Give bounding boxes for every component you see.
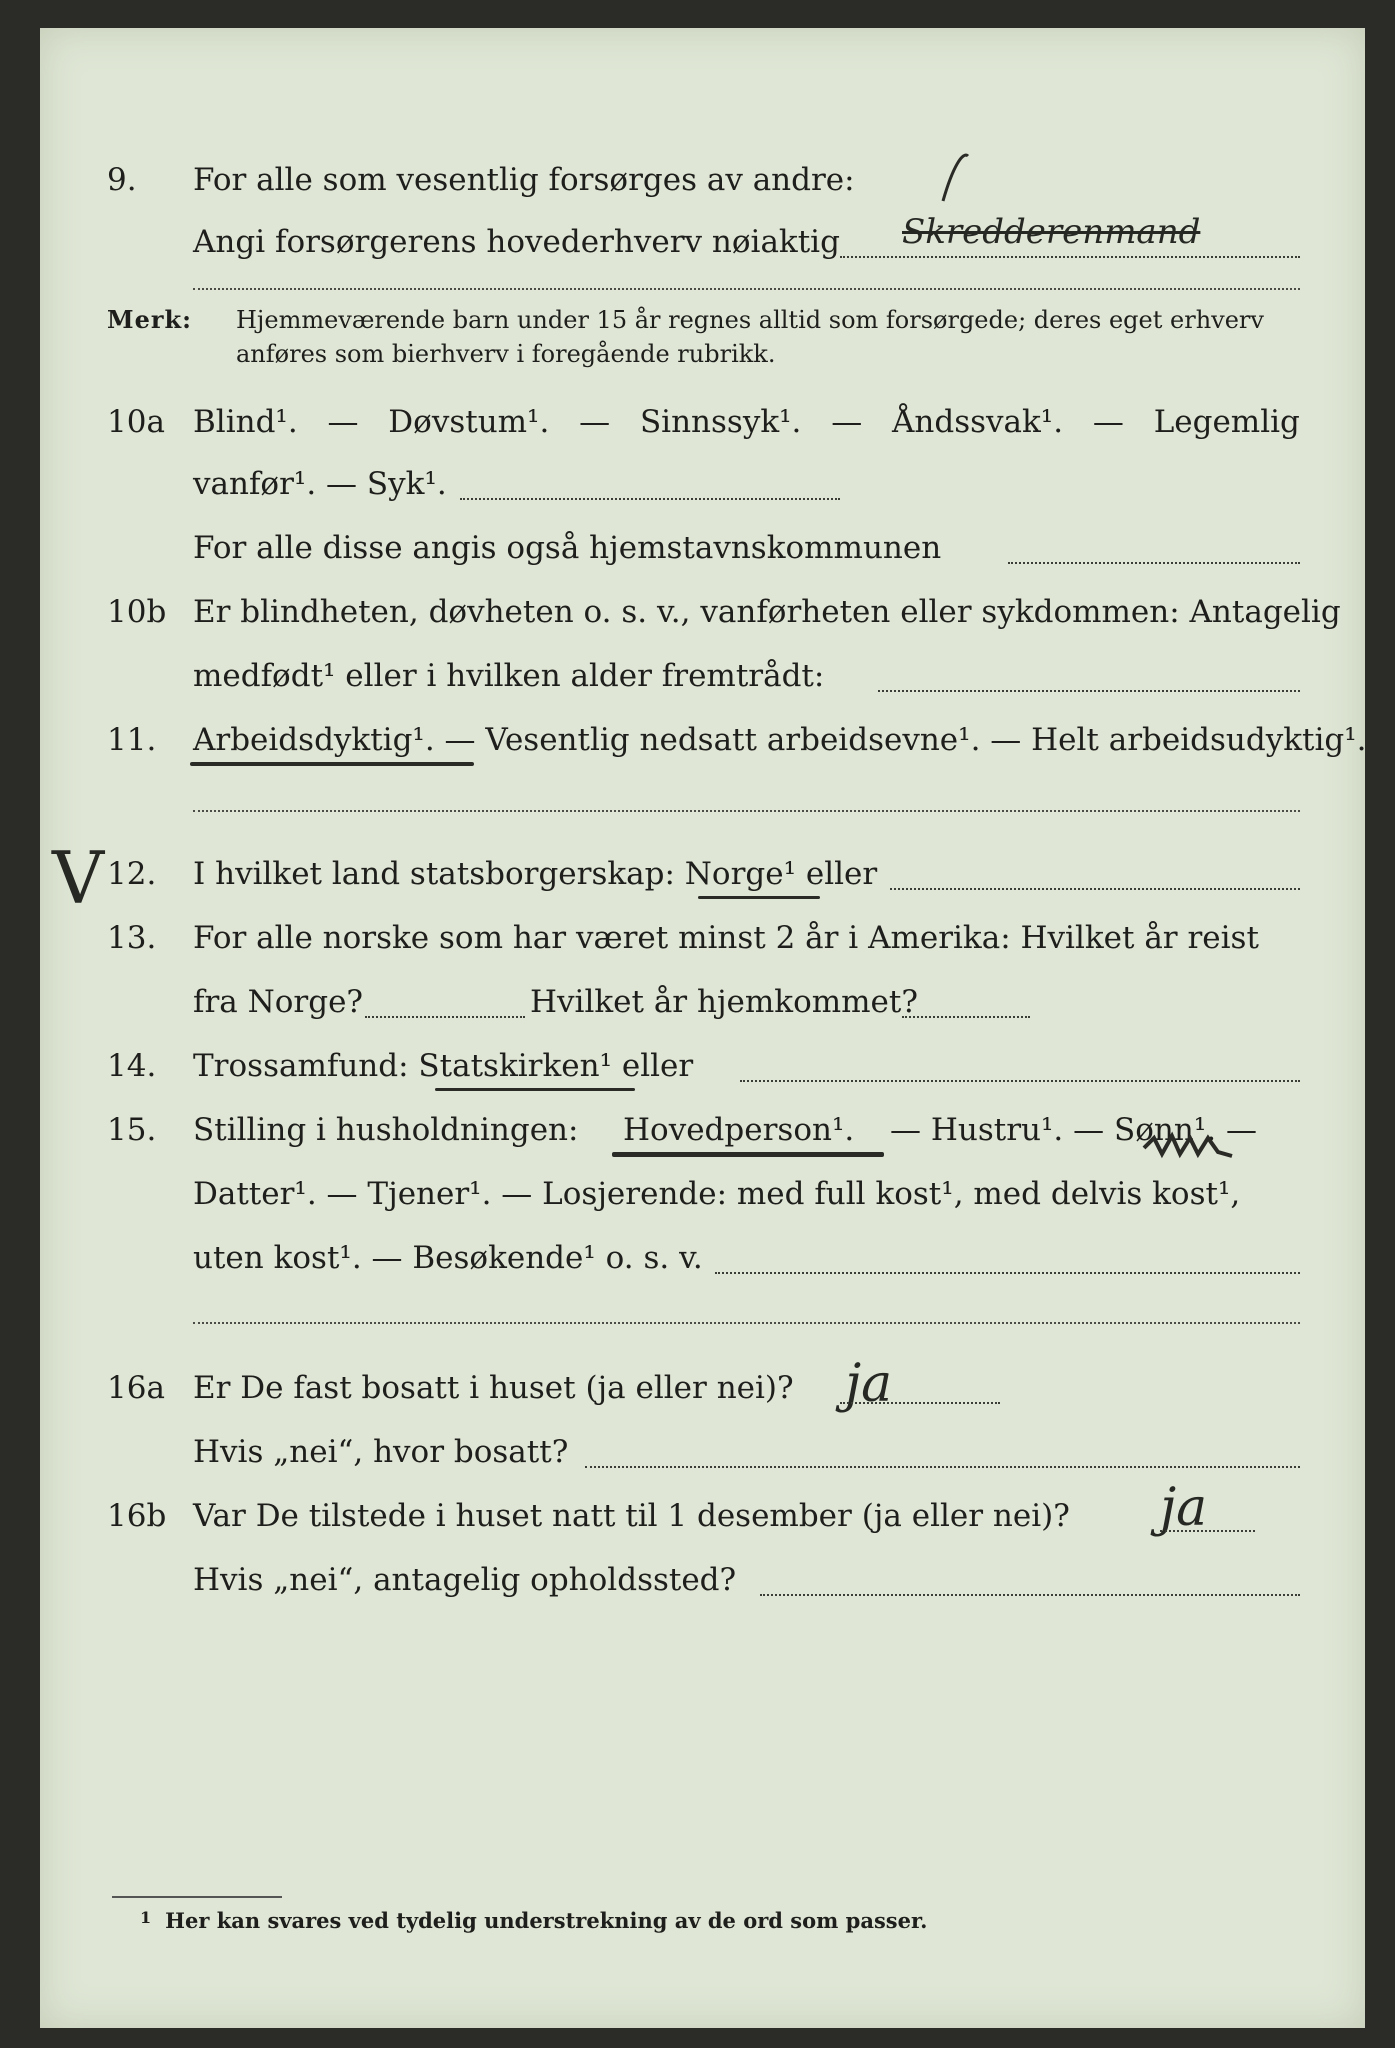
answer-line[interactable] <box>840 1402 1000 1404</box>
handwritten-answer: ja <box>1160 1478 1208 1538</box>
question-10a-line-3 <box>40 524 1365 574</box>
handwritten-scribble <box>1140 1128 1240 1168</box>
answer-line[interactable] <box>740 1080 1300 1082</box>
question-text: For alle norske som har været minst 2 år i Amerika: Hvilket år reist <box>193 920 1259 956</box>
question-text: Angi forsørgerens hovederhverv nøiaktig <box>193 224 840 260</box>
answer-line[interactable] <box>1160 1530 1255 1532</box>
question-text <box>193 1048 693 1084</box>
question-options: — Hustru¹. — Sønn¹. — <box>890 1112 1257 1148</box>
question-9-line-2 <box>40 212 1365 268</box>
census-form-page <box>40 28 1365 2028</box>
answer-line[interactable] <box>460 498 840 500</box>
answer-line[interactable] <box>715 1272 1300 1274</box>
question-text: vanfør¹. — Syk¹. <box>193 466 447 502</box>
question-label: I hvilket land statsborgerskap: <box>193 856 675 892</box>
question-text: Var De tilstede i huset natt til 1 desember (ja eller nei)? <box>193 1498 1070 1534</box>
question-number: 10a <box>107 404 165 440</box>
option-blind[interactable]: Blind¹. <box>193 404 298 440</box>
option-hovedperson-selected[interactable]: Hovedperson¹. <box>623 1112 855 1148</box>
question-number: 9. <box>107 162 137 198</box>
question-number: 10b <box>107 594 167 630</box>
footnote <box>140 1908 927 1933</box>
question-text: Hvis „nei“, hvor bosatt? <box>193 1434 569 1470</box>
note-text: Hjemmeværende barn under 15 år regnes alltid som forsørgede; deres eget erhverv anføres som bierhverv i foregående rubrikk. <box>236 306 1264 368</box>
handwritten-answer-struck: Skredderenmand <box>902 212 1201 252</box>
question-text: fra Norge? <box>193 984 364 1020</box>
question-13 <box>40 914 1365 964</box>
option-sinnssyk[interactable]: Sinnssyk¹. <box>639 404 802 440</box>
question-text: Er blindheten, døvheten o. s. v., vanførheten eller sykdommen: Antagelig <box>193 594 1341 630</box>
question-number: 16a <box>107 1370 165 1406</box>
option-others[interactable]: — Vesentlig nedsatt arbeidsevne¹. — Helt arbeidsudyktig¹. <box>434 722 1367 758</box>
question-10a-line-2 <box>40 460 1365 510</box>
question-number: 11. <box>107 722 157 758</box>
dash: — <box>1092 404 1124 440</box>
footnote-mark: 1 <box>140 1908 152 1927</box>
answer-line[interactable] <box>193 1322 1300 1324</box>
question-text: Hvilket år hjemkommet? <box>530 984 918 1020</box>
handwritten-underline <box>190 762 474 766</box>
question-label-suffix: eller <box>796 856 878 892</box>
question-text: medfødt¹ eller i hvilken alder fremtrådt: <box>193 658 825 694</box>
option-statskirken-selected[interactable]: Statskirken¹ <box>418 1048 612 1084</box>
handwritten-answer: ja <box>845 1354 893 1414</box>
answer-line[interactable] <box>840 256 1300 258</box>
answer-line[interactable] <box>878 690 1300 692</box>
question-10b-line-2 <box>40 652 1365 702</box>
question-9 <box>40 156 1365 206</box>
question-10a <box>40 398 1365 448</box>
question-number: 16b <box>107 1498 167 1534</box>
question-13-line-2 <box>40 978 1365 1028</box>
question-16a <box>40 1354 1365 1414</box>
question-text: For alle som vesentlig forsørges av andre: <box>193 162 855 198</box>
note-block <box>40 303 1365 383</box>
question-12 <box>40 836 1365 920</box>
question-16b <box>40 1478 1365 1542</box>
question-options <box>193 404 1300 440</box>
dash: — <box>831 404 863 440</box>
option-dovstum[interactable]: Døvstum¹. <box>388 404 550 440</box>
answer-line[interactable] <box>365 1016 525 1018</box>
option-arbeidsdyktig-selected[interactable]: Arbeidsdyktig¹. <box>193 722 435 758</box>
option-andssvak[interactable]: Åndssvak¹. <box>892 404 1064 440</box>
question-text: For alle disse angis også hjemstavnskommunen <box>193 530 942 566</box>
question-label: Trossamfund: <box>193 1048 409 1084</box>
answer-line[interactable] <box>1008 562 1300 564</box>
handwritten-underline <box>612 1152 884 1157</box>
footnote-rule <box>112 1896 282 1898</box>
answer-line[interactable] <box>193 810 1300 812</box>
question-options: Datter¹. — Tjener¹. — Losjerende: med full kost¹, med delvis kost¹, <box>193 1176 1241 1212</box>
question-number: 12. <box>107 856 157 892</box>
handwritten-underline <box>435 1088 635 1091</box>
question-11 <box>40 716 1365 766</box>
question-label-suffix: eller <box>612 1048 694 1084</box>
question-text: Er De fast bosatt i huset (ja eller nei)? <box>193 1370 794 1406</box>
footnote-text: Her kan svares ved tydelig understrekning av de ord som passer. <box>165 1908 928 1933</box>
check-mark: V <box>52 836 104 920</box>
question-15-line-3 <box>40 1234 1365 1284</box>
question-15-line-2 <box>40 1170 1365 1220</box>
answer-line[interactable] <box>193 288 1300 290</box>
option-legemlig[interactable]: Legemlig <box>1153 404 1300 440</box>
answer-line[interactable] <box>760 1594 1300 1596</box>
question-10b <box>40 588 1365 638</box>
question-number: 13. <box>107 920 157 956</box>
handwritten-underline <box>698 896 820 899</box>
question-16a-line-2 <box>40 1428 1365 1478</box>
dash: — <box>579 404 611 440</box>
dash: — <box>327 404 359 440</box>
answer-line[interactable] <box>890 888 1300 890</box>
option-norge-selected[interactable]: Norge¹ <box>684 856 797 892</box>
note-label: Merk: <box>107 305 192 334</box>
question-16b-line-2 <box>40 1556 1365 1606</box>
question-15 <box>40 1106 1365 1156</box>
question-number: 15. <box>107 1112 157 1148</box>
question-options: uten kost¹. — Besøkende¹ o. s. v. <box>193 1240 703 1276</box>
answer-line[interactable] <box>585 1466 1300 1468</box>
answer-line[interactable] <box>902 1016 1030 1018</box>
question-text <box>193 856 877 892</box>
question-text: Stilling i husholdningen: <box>193 1112 579 1148</box>
handwriting-flourish <box>933 146 973 206</box>
question-options <box>193 722 1367 758</box>
question-number: 14. <box>107 1048 157 1084</box>
question-text: Hvis „nei“, antagelig opholdssted? <box>193 1562 737 1598</box>
question-14 <box>40 1042 1365 1092</box>
